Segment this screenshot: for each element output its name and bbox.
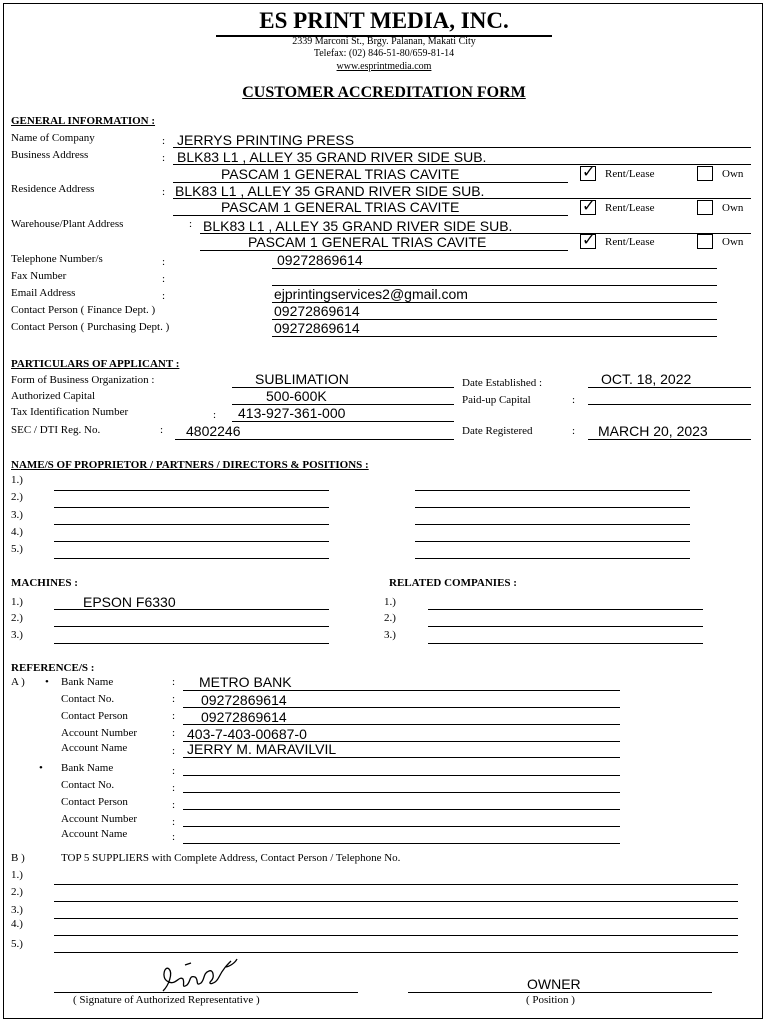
colon: : <box>172 745 176 757</box>
signature-line[interactable] <box>54 992 358 993</box>
row-number: 3.) <box>11 904 23 916</box>
row-number: 1.) <box>384 596 396 608</box>
contact-no-label: Contact No. <box>61 779 115 791</box>
contact-finance-label: Contact Person ( Finance Dept. ) <box>11 304 156 316</box>
row-number: 2.) <box>384 612 396 624</box>
warehouse-rent-checkbox[interactable] <box>580 230 596 249</box>
form-org-value[interactable]: SUBLIMATION <box>255 371 349 387</box>
colon: : <box>213 409 217 421</box>
account-name-label: Account Name <box>61 828 128 840</box>
colon: : <box>172 831 176 843</box>
own-label: Own <box>722 168 744 180</box>
row-number: 2.) <box>11 491 23 503</box>
supplier-line[interactable] <box>54 918 738 919</box>
business-rent-checkbox[interactable] <box>580 162 596 181</box>
company-address: 2339 Marconi St., Brgy. Palanan, Makati City <box>292 36 476 47</box>
account-name-line <box>183 757 620 758</box>
telephone-label: Telephone Number/s <box>11 253 103 265</box>
colon: : <box>172 727 176 739</box>
supplier-line[interactable] <box>54 884 738 885</box>
row-number: 1.) <box>11 474 23 486</box>
account-name-value[interactable]: JERRY M. MARAVILVIL <box>187 741 337 757</box>
business-address-label: Business Address <box>11 149 89 161</box>
colon: : <box>172 710 176 722</box>
row-number: 1.) <box>11 596 23 608</box>
contact-purchasing-label: Contact Person ( Purchasing Dept. ) <box>11 321 170 333</box>
colon: : <box>162 135 166 147</box>
business-own-checkbox[interactable] <box>697 166 713 181</box>
proprietor-position-line[interactable] <box>415 507 690 508</box>
colon: : <box>172 765 176 777</box>
residence-rent-checkbox[interactable] <box>580 196 596 215</box>
contact-purchasing-value[interactable]: 09272869614 <box>274 320 360 336</box>
residence-own-checkbox[interactable] <box>697 200 713 215</box>
own-label: Own <box>722 236 744 248</box>
company-website[interactable]: www.esprintmedia.com <box>336 61 432 72</box>
warehouse-address-label: Warehouse/Plant Address <box>11 218 124 230</box>
reference-a-label: A ) <box>11 676 25 688</box>
check-mark-icon: ✓ <box>582 162 596 181</box>
date-established-label: Date Established : <box>462 377 543 389</box>
row-number: 5.) <box>11 938 23 950</box>
telephone-line <box>272 268 717 269</box>
proprietor-position-line[interactable] <box>415 524 690 525</box>
form-org-label: Form of Business Organization : <box>11 374 155 386</box>
contact-person-label: Contact Person <box>61 796 128 808</box>
contact-no-line <box>183 707 620 708</box>
supplier-line[interactable] <box>54 952 738 953</box>
account-number-value[interactable]: 403-7-403-00687-0 <box>187 726 307 742</box>
warehouse-address-line2-rule <box>200 250 568 251</box>
paid-up-capital-label: Paid-up Capital <box>462 394 531 406</box>
sec-line <box>175 439 454 440</box>
proprietor-name-line[interactable] <box>54 558 329 559</box>
position-value[interactable]: OWNER <box>527 976 581 992</box>
contact-person-value[interactable]: 09272869614 <box>201 709 287 725</box>
sec-value[interactable]: 4802246 <box>186 423 241 439</box>
colon: : <box>162 273 166 285</box>
business-address-line1[interactable]: BLK83 L1 , ALLEY 35 GRAND RIVER SIDE SUB. <box>177 149 487 165</box>
company-name-line <box>173 147 751 148</box>
account-name-label: Account Name <box>61 742 128 754</box>
colon: : <box>572 425 576 437</box>
date-registered-value[interactable]: MARCH 20, 2023 <box>598 423 708 439</box>
bank2-contact-person-line[interactable] <box>183 809 620 810</box>
email-value[interactable]: ejprintingservices2@gmail.com <box>274 286 468 302</box>
rent-lease-label: Rent/Lease <box>605 236 655 248</box>
proprietor-name-line[interactable] <box>54 524 329 525</box>
colon: : <box>162 152 166 164</box>
proprietor-name-line[interactable] <box>54 541 329 542</box>
email-label: Email Address <box>11 287 76 299</box>
row-number: 3.) <box>384 629 396 641</box>
contact-finance-value[interactable]: 09272869614 <box>274 303 360 319</box>
proprietor-name-line[interactable] <box>54 490 329 491</box>
telephone-value[interactable]: 09272869614 <box>277 252 363 268</box>
suppliers-title: TOP 5 SUPPLIERS with Complete Address, Contact Person / Telephone No. <box>61 852 401 864</box>
date-registered-line <box>588 439 751 440</box>
colon: : <box>172 816 176 828</box>
bullet: • <box>45 676 49 688</box>
row-number: 1.) <box>11 869 23 881</box>
position-caption: ( Position ) <box>526 994 575 1006</box>
company-telefax: Telefax: (02) 846-51-80/659-81-14 <box>313 48 455 59</box>
paid-up-capital-line <box>588 404 751 405</box>
proprietor-position-line[interactable] <box>415 490 690 491</box>
related-company-line[interactable] <box>428 609 703 610</box>
row-number: 5.) <box>11 543 23 555</box>
warehouse-address-line1[interactable]: BLK83 L1 , ALLEY 35 GRAND RIVER SIDE SUB. <box>203 218 513 234</box>
business-address-line2[interactable]: PASCAM 1 GENERAL TRIAS CAVITE <box>221 166 460 182</box>
colon: : <box>172 799 176 811</box>
proprietor-name-line[interactable] <box>54 507 329 508</box>
bank2-account-number-line[interactable] <box>183 826 620 827</box>
warehouse-own-checkbox[interactable] <box>697 234 713 249</box>
residence-address-line1[interactable]: BLK83 L1 , ALLEY 35 GRAND RIVER SIDE SUB. <box>175 183 485 199</box>
reference-b-label: B ) <box>11 852 25 864</box>
colon: : <box>172 693 176 705</box>
tin-label: Tax Identification Number <box>11 406 129 418</box>
contact-person-line <box>183 724 620 725</box>
warehouse-address-line2[interactable]: PASCAM 1 GENERAL TRIAS CAVITE <box>248 234 487 250</box>
company-name-value[interactable]: JERRYS PRINTING PRESS <box>177 132 355 148</box>
rent-lease-label: Rent/Lease <box>605 202 655 214</box>
date-registered-label: Date Registered <box>462 425 533 437</box>
proprietor-position-line[interactable] <box>415 541 690 542</box>
colon: : <box>160 424 164 436</box>
general-info-heading: GENERAL INFORMATION : <box>11 115 156 127</box>
check-mark-icon: ✓ <box>582 196 596 215</box>
company-name-label: Name of Company <box>11 132 95 144</box>
references-heading: REFERENCE/S : <box>11 662 95 674</box>
related-companies-heading: RELATED COMPANIES : <box>389 577 517 589</box>
form-title: CUSTOMER ACCREDITATION FORM <box>242 84 526 101</box>
authorized-capital-value[interactable]: 500-600K <box>266 388 327 404</box>
machine-value[interactable]: EPSON F6330 <box>83 594 176 610</box>
sec-label: SEC / DTI Reg. No. <box>11 424 101 436</box>
contact-no-label: Contact No. <box>61 693 115 705</box>
row-number: 2.) <box>11 612 23 624</box>
company-name: ES PRINT MEDIA, INC. <box>259 8 509 33</box>
authorized-capital-label: Authorized Capital <box>11 390 96 402</box>
bank-name-label: Bank Name <box>61 762 114 774</box>
colon: : <box>162 256 166 268</box>
colon: : <box>162 290 166 302</box>
proprietors-heading: NAME/S OF PROPRIETOR / PARTNERS / DIRECTORS & POSITIONS : <box>11 459 369 471</box>
date-established-line <box>588 387 751 388</box>
bank-name-label: Bank Name <box>61 676 114 688</box>
colon: : <box>172 782 176 794</box>
contact-person-label: Contact Person <box>61 710 128 722</box>
business-address-line1-rule <box>173 164 751 165</box>
supplier-line[interactable] <box>54 935 738 936</box>
account-number-label: Account Number <box>61 813 138 825</box>
machine-line <box>54 626 329 627</box>
colon: : <box>572 394 576 406</box>
bank2-name-line[interactable] <box>183 775 620 776</box>
tin-line <box>232 421 454 422</box>
row-number: 4.) <box>11 918 23 930</box>
residence-address-label: Residence Address <box>11 183 95 195</box>
particulars-heading: PARTICULARS OF APPLICANT : <box>11 358 180 370</box>
bank-name-value[interactable]: METRO BANK <box>199 674 292 690</box>
proprietor-position-line[interactable] <box>415 558 690 559</box>
contact-purchasing-line <box>272 336 717 337</box>
machine-line <box>54 609 329 610</box>
row-number: 3.) <box>11 629 23 641</box>
signature-caption: ( Signature of Authorized Representative ) <box>73 994 260 1006</box>
rent-lease-label: Rent/Lease <box>605 168 655 180</box>
row-number: 4.) <box>11 526 23 538</box>
residence-address-line2[interactable]: PASCAM 1 GENERAL TRIAS CAVITE <box>221 199 460 215</box>
machines-heading: MACHINES : <box>11 577 78 589</box>
account-number-label: Account Number <box>61 727 138 739</box>
residence-address-line2-rule <box>173 215 568 216</box>
machine-line <box>54 643 329 644</box>
row-number: 2.) <box>11 886 23 898</box>
related-company-line[interactable] <box>428 626 703 627</box>
position-line <box>408 992 712 993</box>
bank2-contact-no-line[interactable] <box>183 792 620 793</box>
fax-label: Fax Number <box>11 270 67 282</box>
supplier-line[interactable] <box>54 901 738 902</box>
contact-no-value[interactable]: 09272869614 <box>201 692 287 708</box>
bank2-account-name-line[interactable] <box>183 843 620 844</box>
row-number: 3.) <box>11 509 23 521</box>
colon: : <box>162 186 166 198</box>
check-mark-icon: ✓ <box>582 230 596 249</box>
bullet: • <box>39 762 43 774</box>
colon: : <box>172 676 176 688</box>
tin-value[interactable]: 413-927-361-000 <box>238 405 346 421</box>
bank-name-line <box>183 690 620 691</box>
own-label: Own <box>722 202 744 214</box>
colon: : <box>189 218 193 230</box>
related-company-line[interactable] <box>428 643 703 644</box>
date-established-value[interactable]: OCT. 18, 2022 <box>601 371 692 387</box>
